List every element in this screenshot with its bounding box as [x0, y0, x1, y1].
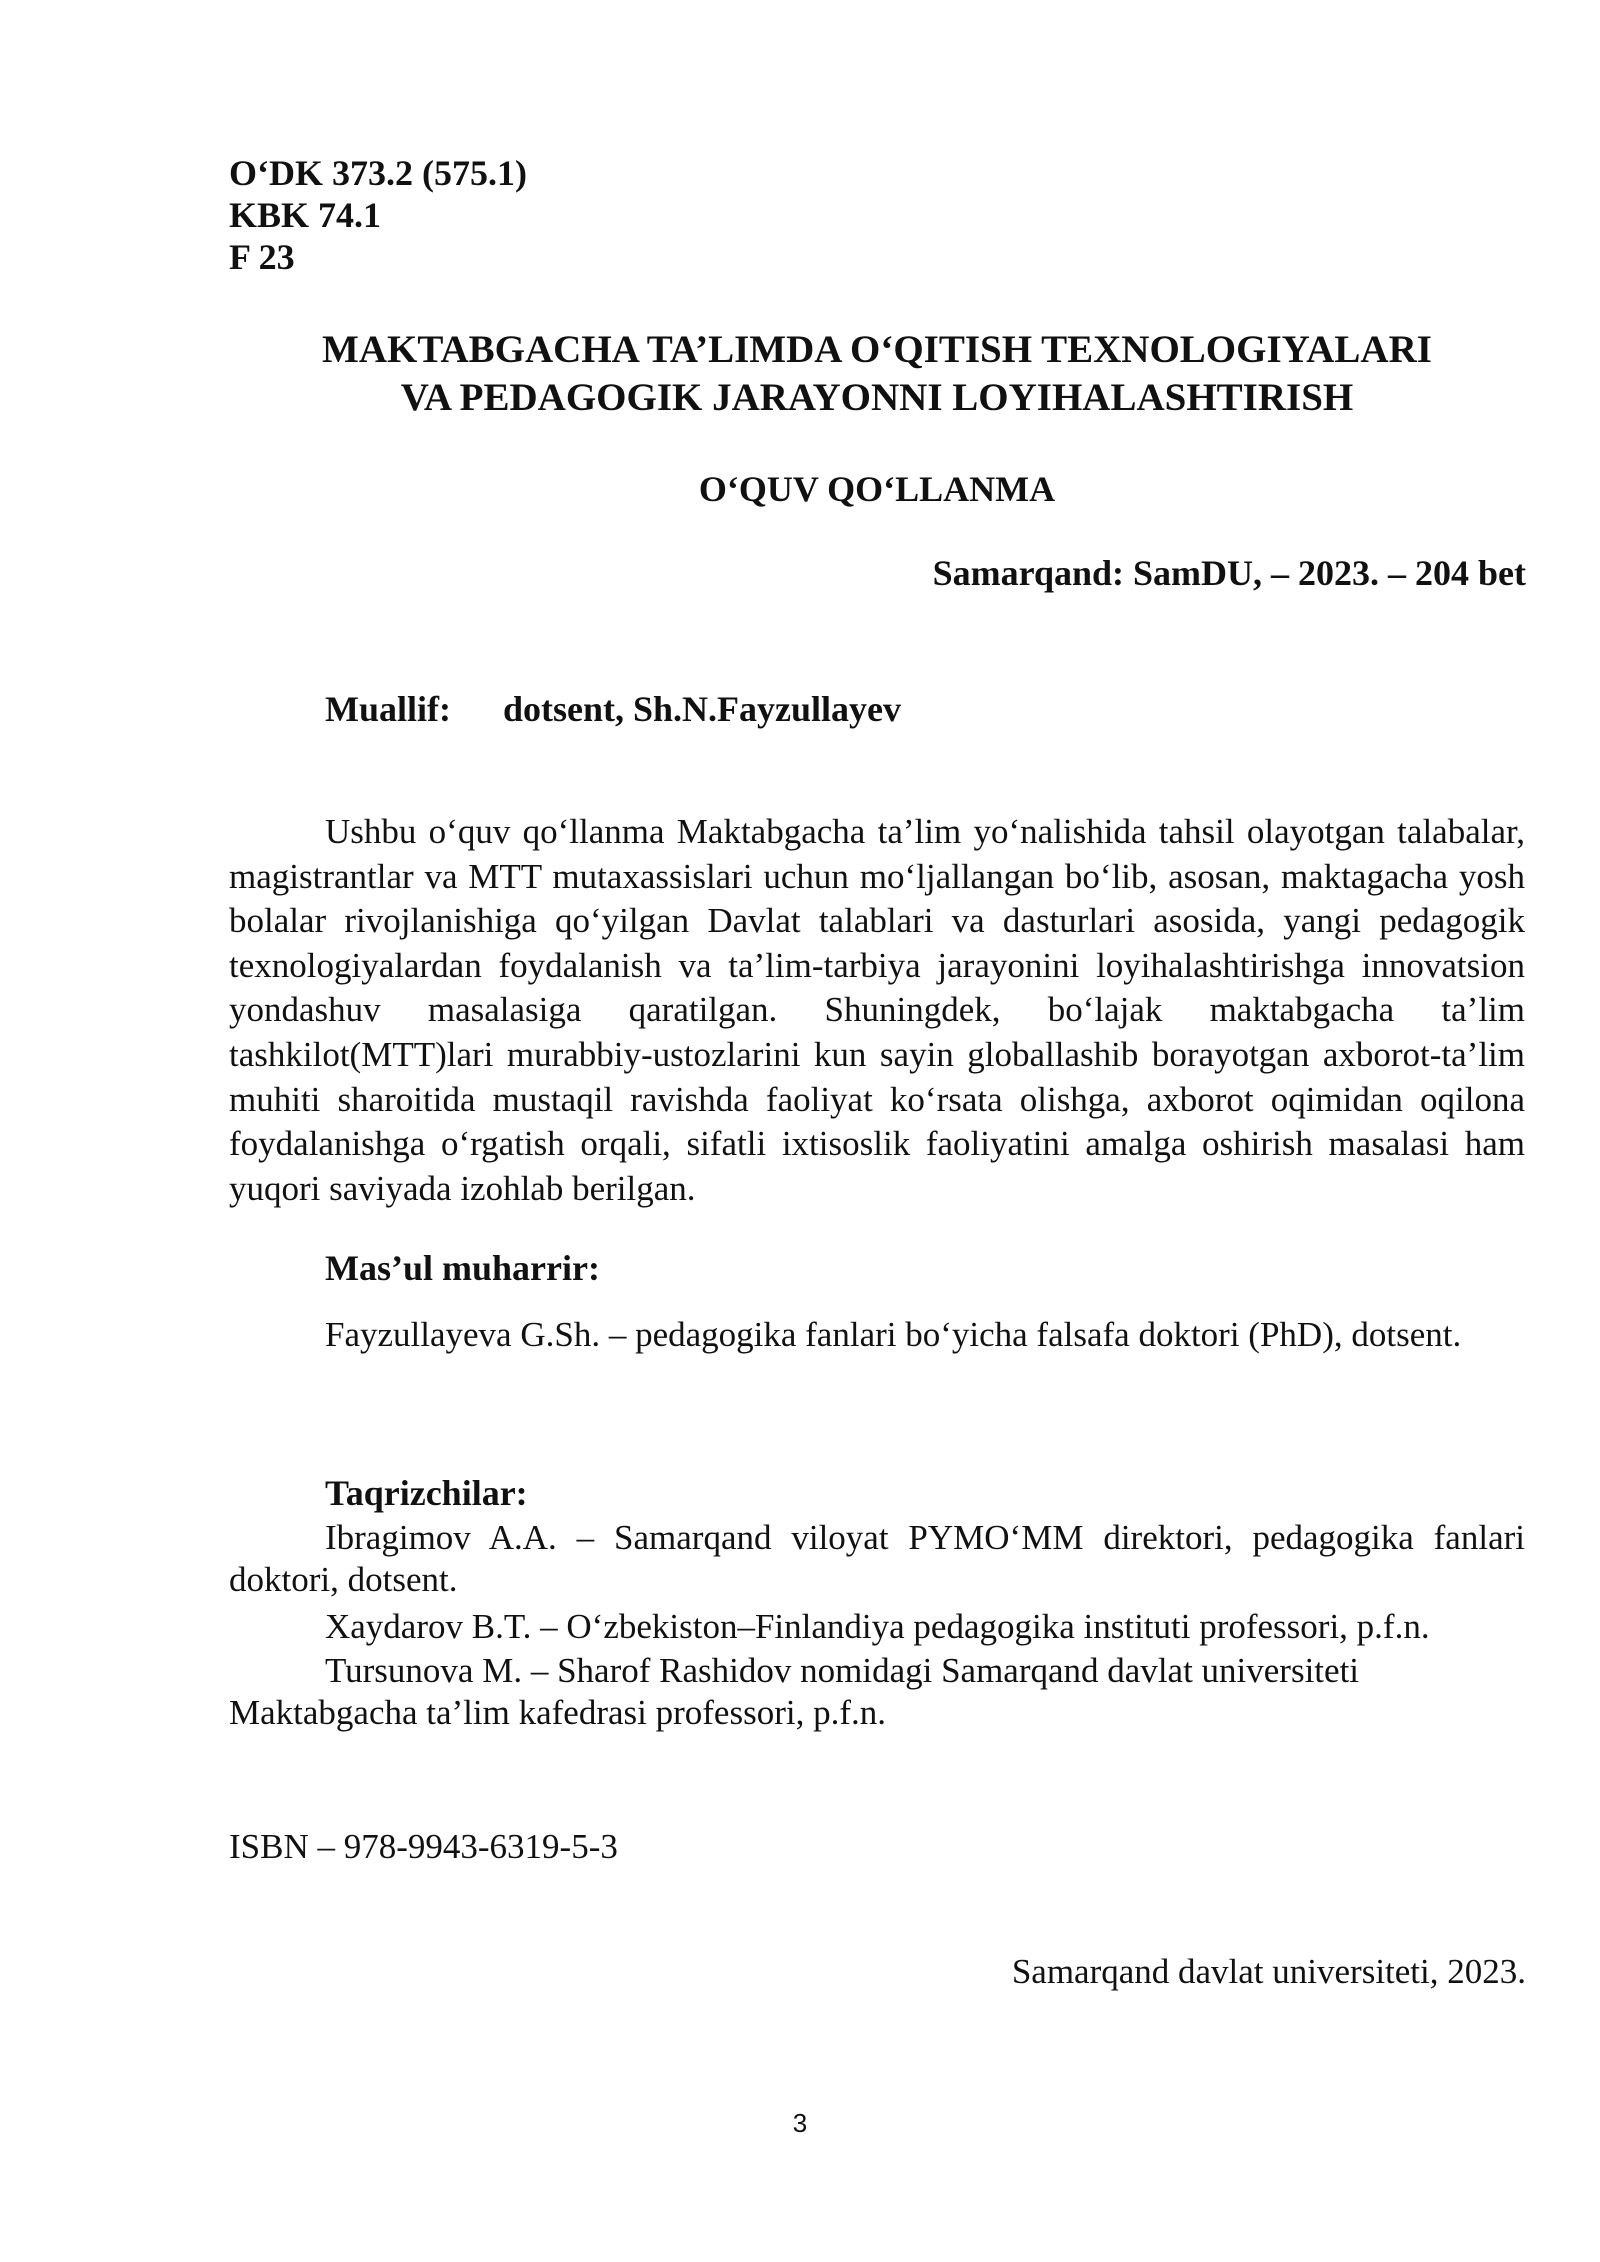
abstract-paragraph: Ushbu o‘quv qo‘llanma Maktabgacha ta’lim yo‘nalishida tahsil olayotgan talabalar, magistrantlar va MTT mutaxassislari uchun mo‘ljallangan bo‘lib, asosan, maktagacha yosh bolalar rivojlanishiga qo‘yilgan Davlat talablari va dasturlari asosida, yangi pedagogik texnologiyalardan foydalanish va ta’lim-tarbiya jarayonini loyihalashtirishga innovatsion yondashuv masalasiga qaratilgan. Shuningdek, bo‘lajak maktabgacha ta’lim tashkilot(MTT)lari murabbiy-ustozlarini kun sayin globallashib borayotgan axborot-ta’lim muhiti sharoitida mustaqil ravishda faoliyat ko‘rsata olishga, axborot oqimidan oqilona foydalanishga o‘rgatish orqali, sifatli ixtisoslik faoliyatini amalga oshirish masalasi ham yuqori saviyada izohlab berilgan.: [229, 812, 1525, 1208]
book-subtitle: O‘QUV QO‘LLANMA: [698, 469, 1056, 509]
isbn: ISBN – 978-9943-6319-5-3: [229, 1827, 618, 1866]
reviewer-name: Xaydarov B.T. –: [325, 1607, 558, 1646]
reviewer-description: Sharof Rashidov nomidagi Samarqand davlat universiteti Maktabgacha ta’lim kafedrasi professori, p.f.n.: [229, 1651, 1360, 1732]
book-title-line-1: MAKTABGACHA TA’LIMDA O‘QITISH TEXNOLOGIYALARI: [322, 328, 1432, 371]
author-label: Muallif:: [325, 689, 451, 729]
editor-heading: Mas’ul muharrir:: [325, 1248, 600, 1288]
page-number: 3: [792, 2108, 808, 2138]
editor-description: pedagogika fanlari bo‘yicha falsafa doktori (PhD), dotsent.: [626, 1315, 1462, 1354]
editor-name: Fayzullayeva G.Sh. –: [325, 1315, 627, 1354]
kbk-code: KBK 74.1: [229, 195, 382, 235]
reviewer-description: O‘zbekiston–Finlandiya pedagogika instituti professori, p.f.n.: [557, 1607, 1430, 1646]
publication-info: Samarqand: SamDU, – 2023. – 204 bet: [932, 553, 1526, 593]
classification-codes: [229, 152, 527, 278]
author-line: [325, 688, 901, 730]
book-title-line-2: VA PEDAGOGIK JARAYONNI LOYIHALASHTIRISH: [400, 376, 1354, 419]
author-value: dotsent, Sh.N.Fayzullayev: [502, 689, 902, 729]
reviewers-heading: Taqrizchilar:: [325, 1473, 528, 1513]
reviewer-item: [229, 1606, 1525, 1648]
reviewer-name: Tursunova M. –: [325, 1651, 549, 1690]
udk-code: O‘DK 373.2 (575.1): [229, 153, 527, 193]
reviewer-item: [229, 1517, 1525, 1601]
book-title: [229, 326, 1525, 422]
author-index-code: F 23: [229, 237, 295, 277]
editor-paragraph: [229, 1312, 1525, 1358]
reviewer-description: Samarqand viloyat PYMO‘MM direktori, pedagogika fanlari doktori, dotsent.: [229, 1518, 1525, 1599]
footer-publisher: Samarqand davlat universiteti, 2023.: [1011, 1952, 1526, 1991]
reviewer-name: Ibragimov A.A. –: [325, 1518, 595, 1557]
reviewer-item: [229, 1650, 1525, 1734]
